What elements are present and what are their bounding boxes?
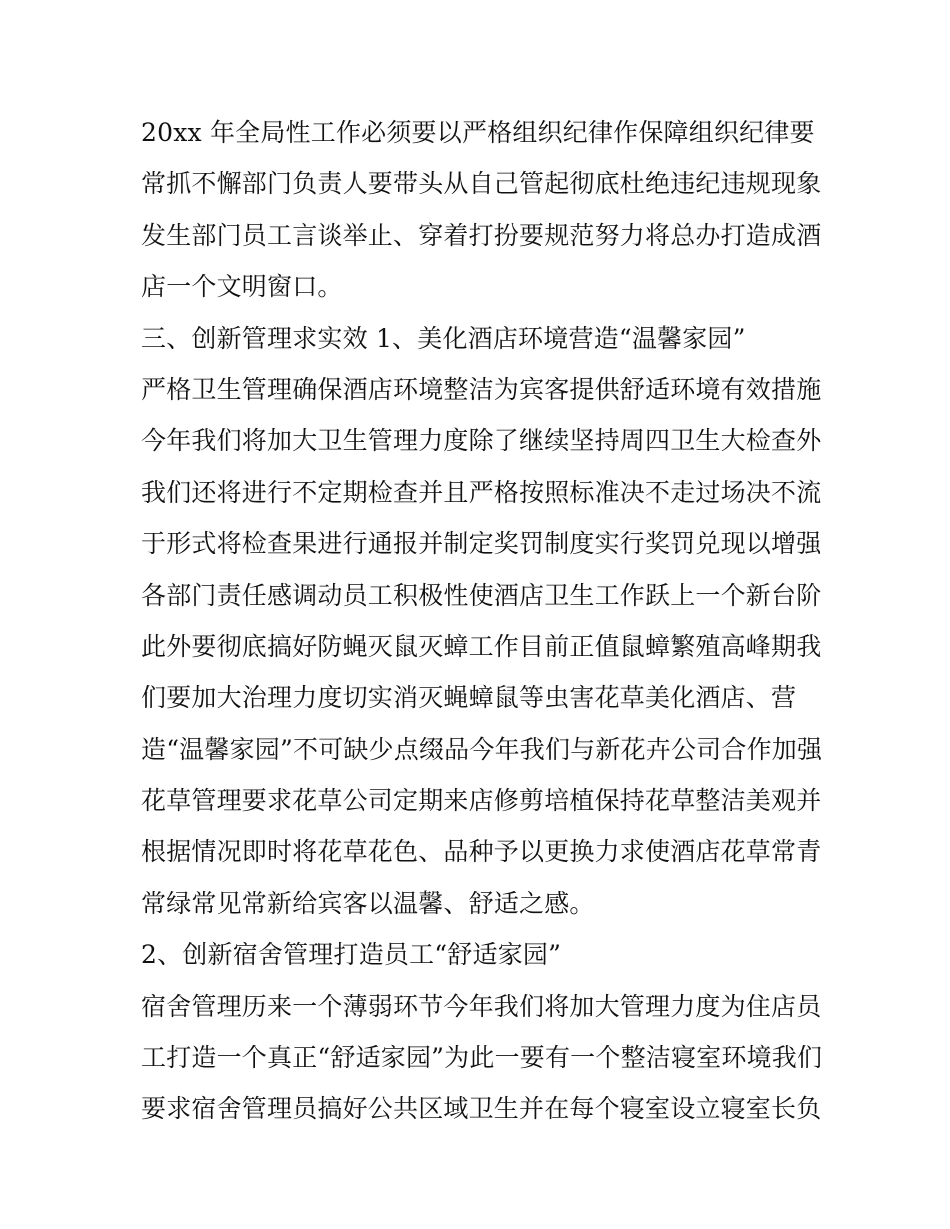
text-line: 于形式将检查果进行通报并制定奖罚制度实行奖罚兑现以增强 xyxy=(141,529,822,559)
text-line: 要求宿舍管理员搞好公共区域卫生并在每个寝室设立寝室长负 xyxy=(141,1094,822,1124)
body-text xyxy=(141,107,821,1135)
text-line: 工打造一个真正“舒适家园”为此一要有一个整洁寝室环境我们 xyxy=(141,1043,823,1073)
text-line: 20xx 年全局性工作必须要以严格组织纪律作保障组织纪律要 xyxy=(141,118,815,147)
text-line: 根据情况即时将花草花色、品种予以更换力求使酒店花草常青 xyxy=(141,837,822,867)
text-line: 各部门责任感调动员工积极性使酒店卫生工作跃上一个新台阶 xyxy=(141,580,822,610)
text-line: 此外要彻底搞好防蝇灭鼠灭蟑工作目前正值鼠蟑繁殖高峰期我 xyxy=(141,631,822,661)
text-line: 今年我们将加大卫生管理力度除了继续坚持周四卫生大检查外 xyxy=(141,426,822,456)
text-line: 宿舍管理历来一个薄弱环节今年我们将加大管理力度为住店员 xyxy=(141,991,822,1021)
text-line: 店一个文明窗口。 xyxy=(141,272,343,302)
text-line: 造“温馨家园”不可缺少点缀品今年我们与新花卉公司合作加强 xyxy=(141,734,823,764)
text-line: 常抓不懈部门负责人要带头从自己管起彻底杜绝违纪违规现象 xyxy=(141,169,822,199)
text-line: 发生部门员工言谈举止、穿着打扮要规范努力将总办打造成酒 xyxy=(141,220,822,250)
section-heading: 三、创新管理求实效 1、美化酒店环境营造“温馨家园” xyxy=(141,323,746,353)
text-line: 常绿常见常新给宾客以温馨、舒适之感。 xyxy=(141,888,595,918)
text-line: 们要加大治理力度切实消灭蝇蟑鼠等虫害花草美化酒店、营 xyxy=(141,683,797,713)
text-line: 花草管理要求花草公司定期来店修剪培植保持花草整洁美观并 xyxy=(141,786,822,816)
text-line: 严格卫生管理确保酒店环境整洁为宾客提供舒适环境有效措施 xyxy=(141,374,822,404)
text-line: 我们还将进行不定期检查并且严格按照标准决不走过场决不流 xyxy=(141,477,822,507)
subsection-heading: 2、创新宿舍管理打造员工“舒适家园” xyxy=(141,940,562,970)
